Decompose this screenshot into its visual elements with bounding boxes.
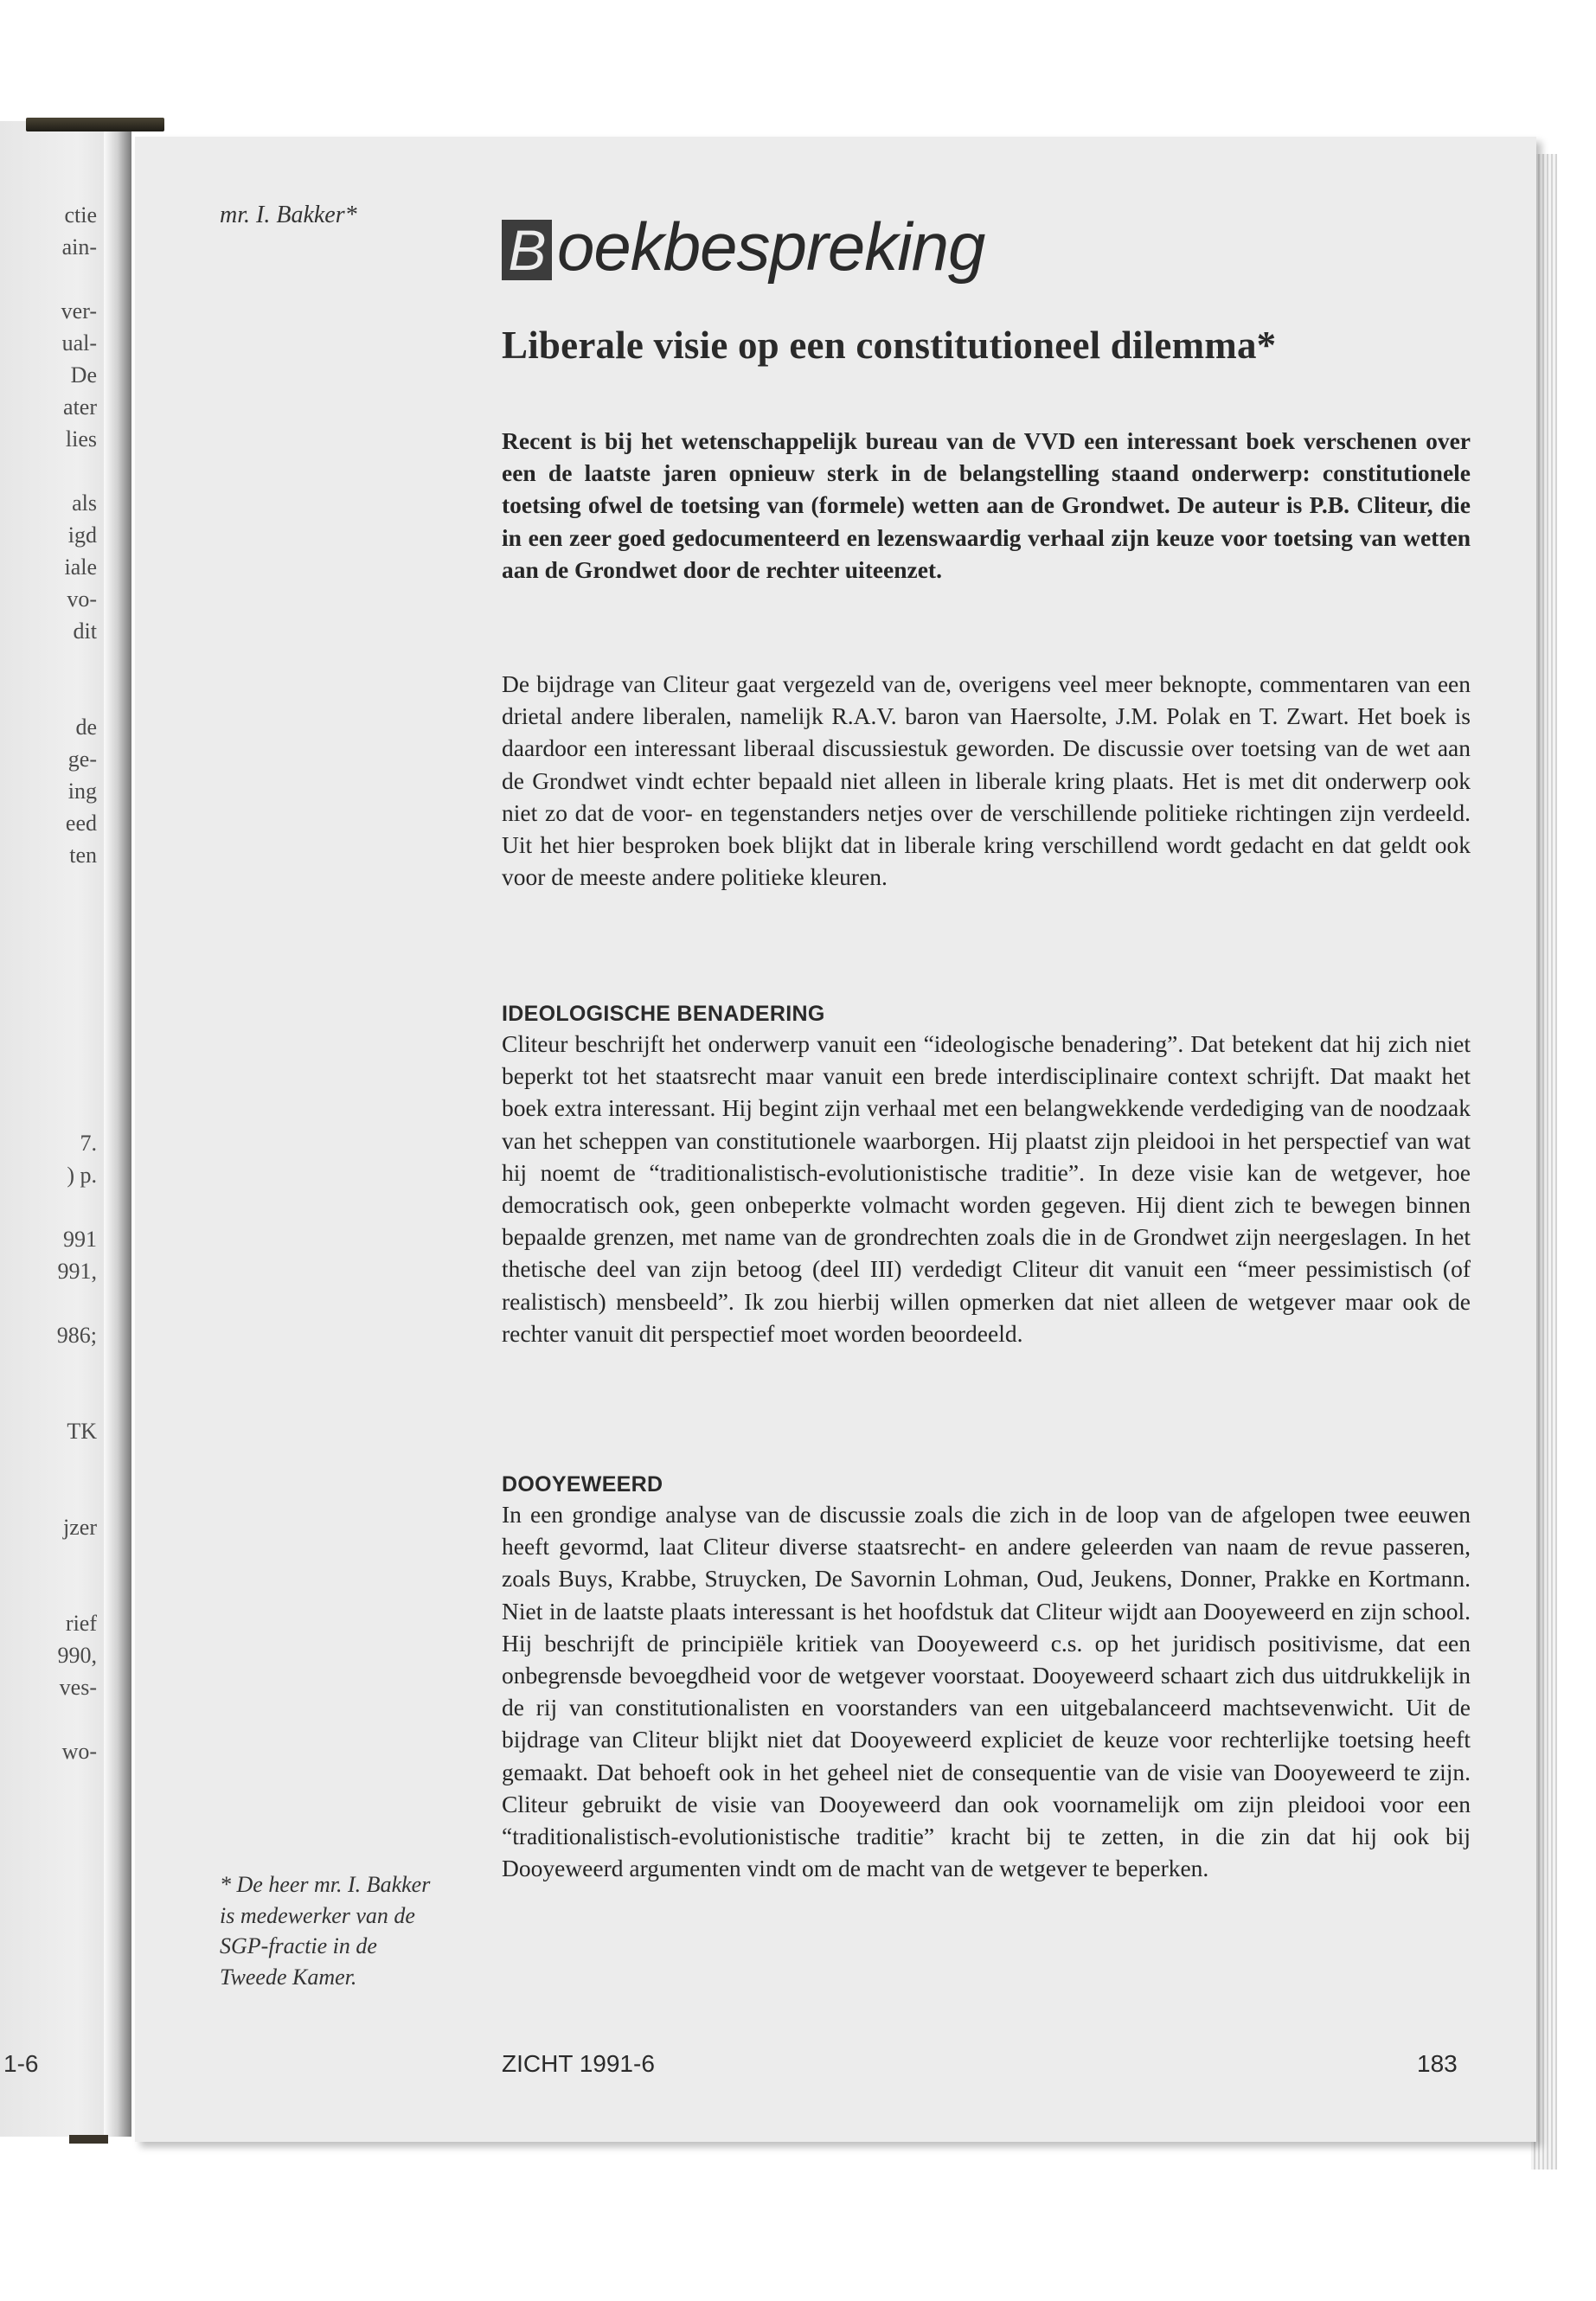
previous-page-fragment [0,1031,97,1063]
previous-page-fragment: eed [65,811,97,836]
previous-page-fragment: als [72,490,97,516]
previous-page-fragment: ) p. [67,1163,97,1188]
previous-page-fragment [0,1383,97,1415]
previous-page-fragment [0,455,97,487]
previous-page-fragment [0,903,97,935]
lead-paragraph: Recent is bij het wetenschappelijk bureau van de VVD een interessant boek verschenen over een de laatste jaren opnieuw sterk in de belangstelling staand onderwerp: constitutionele toetsing ofwel de toetsing van (formele) wetten aan de Grondwet. De auteur is P.B. Cliteur, die in een zeer goed gedocumenteerd en lezenswaardig verhaal zijn keuze voor toetsing van wetten aan de Grondwet door de rechter uiteenzet. [502,427,1471,583]
previous-page-fragment: ten [69,843,97,868]
page-number: 183 [1417,2050,1458,2077]
author-footnote: * De heer mr. I. Bakker is medewerker van de SGP-fractie in de Tweede Kamer. [220,1872,431,1990]
previous-page-footer: 1-6 [3,2050,39,2077]
previous-page-fragment: de [75,715,97,740]
footer-journal: ZICHT 1991-6 [502,2050,655,2077]
subheading-dooyeweerd: DOOYEWEERD [502,1472,663,1497]
previous-page-fragment: lies [65,426,97,452]
article-headline: Liberale visie op een constitutioneel dilemma* [502,324,1277,367]
previous-page-fragment: ater [63,394,97,420]
previous-page-fragment [0,1351,97,1383]
previous-page-fragment [0,1287,97,1319]
subheading-ideological: IDEOLOGISCHE BENADERING [502,1002,825,1026]
previous-page-fragment: 991 [63,1227,97,1252]
section-initial: B [502,220,552,280]
previous-page-fragment: ves- [59,1675,97,1700]
previous-page-fragment [0,1191,97,1223]
previous-page-fragment: dit [73,619,97,644]
previous-page-fragment: rief [65,1611,97,1636]
previous-page-fragment: jzer [63,1515,97,1540]
previous-page-fragment [0,871,97,903]
body-paragraph-3: In een grondige analyse van de discussie zoals die zich in de loop van de afgelopen twee eeuwen heeft gevormd, laat Cliteur diverse staatsrecht- en andere geleerden van naam de revue passeren, zoals Buys, Krabbe, Struycken, De Savornin Lohman, Oud, Jeukens, Donner, Prakke en Kortmann. Niet in de laatste plaats interessant is het hoofdstuk dat Cliteur wijdt aan Dooyeweerd en zijn school. Hij beschrijft de principiële kritiek van Dooyeweerd c.s. op het juridisch positivisme, dat een onbegrensde bevoegdheid voor de wetgever voorstaat. Dooyeweerd schaart zich dus uitdrukkelijk in de rij van constitutionalisten en voorstanders van een uitgebalanceerd machtsevenwicht. Uit de bijdrage van Cliteur blijkt niet dat Dooyeweerd expliciet de keuze voor rechterlijke toetsing heeft gemaakt. Dat behoeft ook in het geheel niet de consequentie van de visie van Dooyeweerd te zijn. Cliteur gebruikt de visie van Dooyeweerd dan ook voornamelijk om zijn pleidooi voor een “traditionalistisch-evolutionistische traditie” kracht bij te zetten, in die zin dat hij ook bij Dooyeweerd argumenten vindt om de macht van de wetgever te beperken. [502,1501,1471,1882]
previous-page-fragment: ain- [61,234,97,260]
previous-page-fragment: ctie [64,202,97,228]
previous-page-fragment: iale [64,554,97,580]
previous-page-fragment [0,1447,97,1479]
previous-page-fragment: ge- [67,747,97,772]
previous-page-fragment [0,935,97,967]
previous-page-fragment: ver- [61,298,97,324]
previous-page-fragment [0,1575,97,1607]
book-spine-top [26,118,164,131]
previous-page-fragment [0,1703,97,1735]
body-paragraph-1: De bijdrage van Cliteur gaat vergezeld van de, overigens veel meer beknopte, commentaren van een drietal andere liberalen, namelijk R.A.V. baron van Haersolte, J.M. Polak en T. Zwart. Het boek is daardoor een interessant liberaal discussiestuk geworden. De discussie over toetsing van de wet aan de Grondwet vindt echter bepaald niet alleen in liberale kring plaats. Het is met dit onderwerp ook niet zo dat de voor- en tegenstanders netjes over de verschillende politieke richtingen zijn verdeeld. Uit het hier besproken boek blijkt dat in liberale kring verschillend wordt gedacht en dat geldt ook voor de meeste andere politieke kleuren. [502,670,1471,891]
previous-page-fragment [0,1095,97,1127]
previous-page-fragment [0,1543,97,1575]
previous-page-fragment [0,1479,97,1511]
previous-page-fragment: wo- [61,1739,97,1764]
previous-page-fragment: vo- [67,586,97,612]
previous-page-fragment: ual- [61,330,97,356]
previous-page-fragment: TK [67,1419,97,1444]
book-gutter [104,121,131,2137]
section-title-text: oekbespreking [557,208,985,285]
previous-page-fragment [0,1063,97,1095]
page [135,137,1536,2142]
previous-page-fragment: De [70,362,97,388]
body-paragraph-2: Cliteur beschrijft het onderwerp vanuit een “ideologische benadering”. Dat betekent dat hij zich niet beperkt tot het staatsrecht maar vanuit een brede interdisciplinaire context schrijft. Dat maakt het boek extra interessant. Hij begint zijn verhaal met een belangwekkende verdediging van de noodzaak van het scheppen van constitutionele waarborgen. Hij plaatst zijn pleidooi in het perspectief van wat hij noemt de “traditionalistisch-evolutionistische traditie”. In deze visie kan de wetgever, hoe democratisch ook, geen onbeperkte volmacht worden gegeven. Hij dient zich te bewegen binnen bepaalde grenzen, met name van de grondrechten zoals die in de Grondwet zijn neergeslagen. In het thetische deel van zijn betoog (deel III) verdedigt Cliteur dit vanuit een “meer pessimistisch (of realistisch) mensbeeld”. Ik zou hierbij willen opmerken dat niet alleen de wetgever maar ook de rechter vanuit dit perspectief moet worden beoordeeld. [502,1030,1471,1347]
previous-page-fragment [0,647,97,679]
author-byline: mr. I. Bakker* [220,202,357,228]
previous-page-fragment [0,263,97,295]
previous-page-fragment: 991, [57,1259,97,1284]
section-title [502,208,985,285]
previous-page-fragment: igd [67,522,97,548]
previous-page-fragment: ing [67,779,97,804]
previous-page-fragment: 990, [57,1643,97,1668]
previous-page-fragment: 986; [56,1323,97,1348]
previous-page-margin-text [0,199,97,2102]
previous-page-fragment [0,679,97,711]
previous-page-fragment [0,967,97,999]
previous-page-fragment: 7. [80,1131,97,1156]
previous-page-fragment [0,999,97,1031]
book-spine-bottom [69,2135,108,2144]
